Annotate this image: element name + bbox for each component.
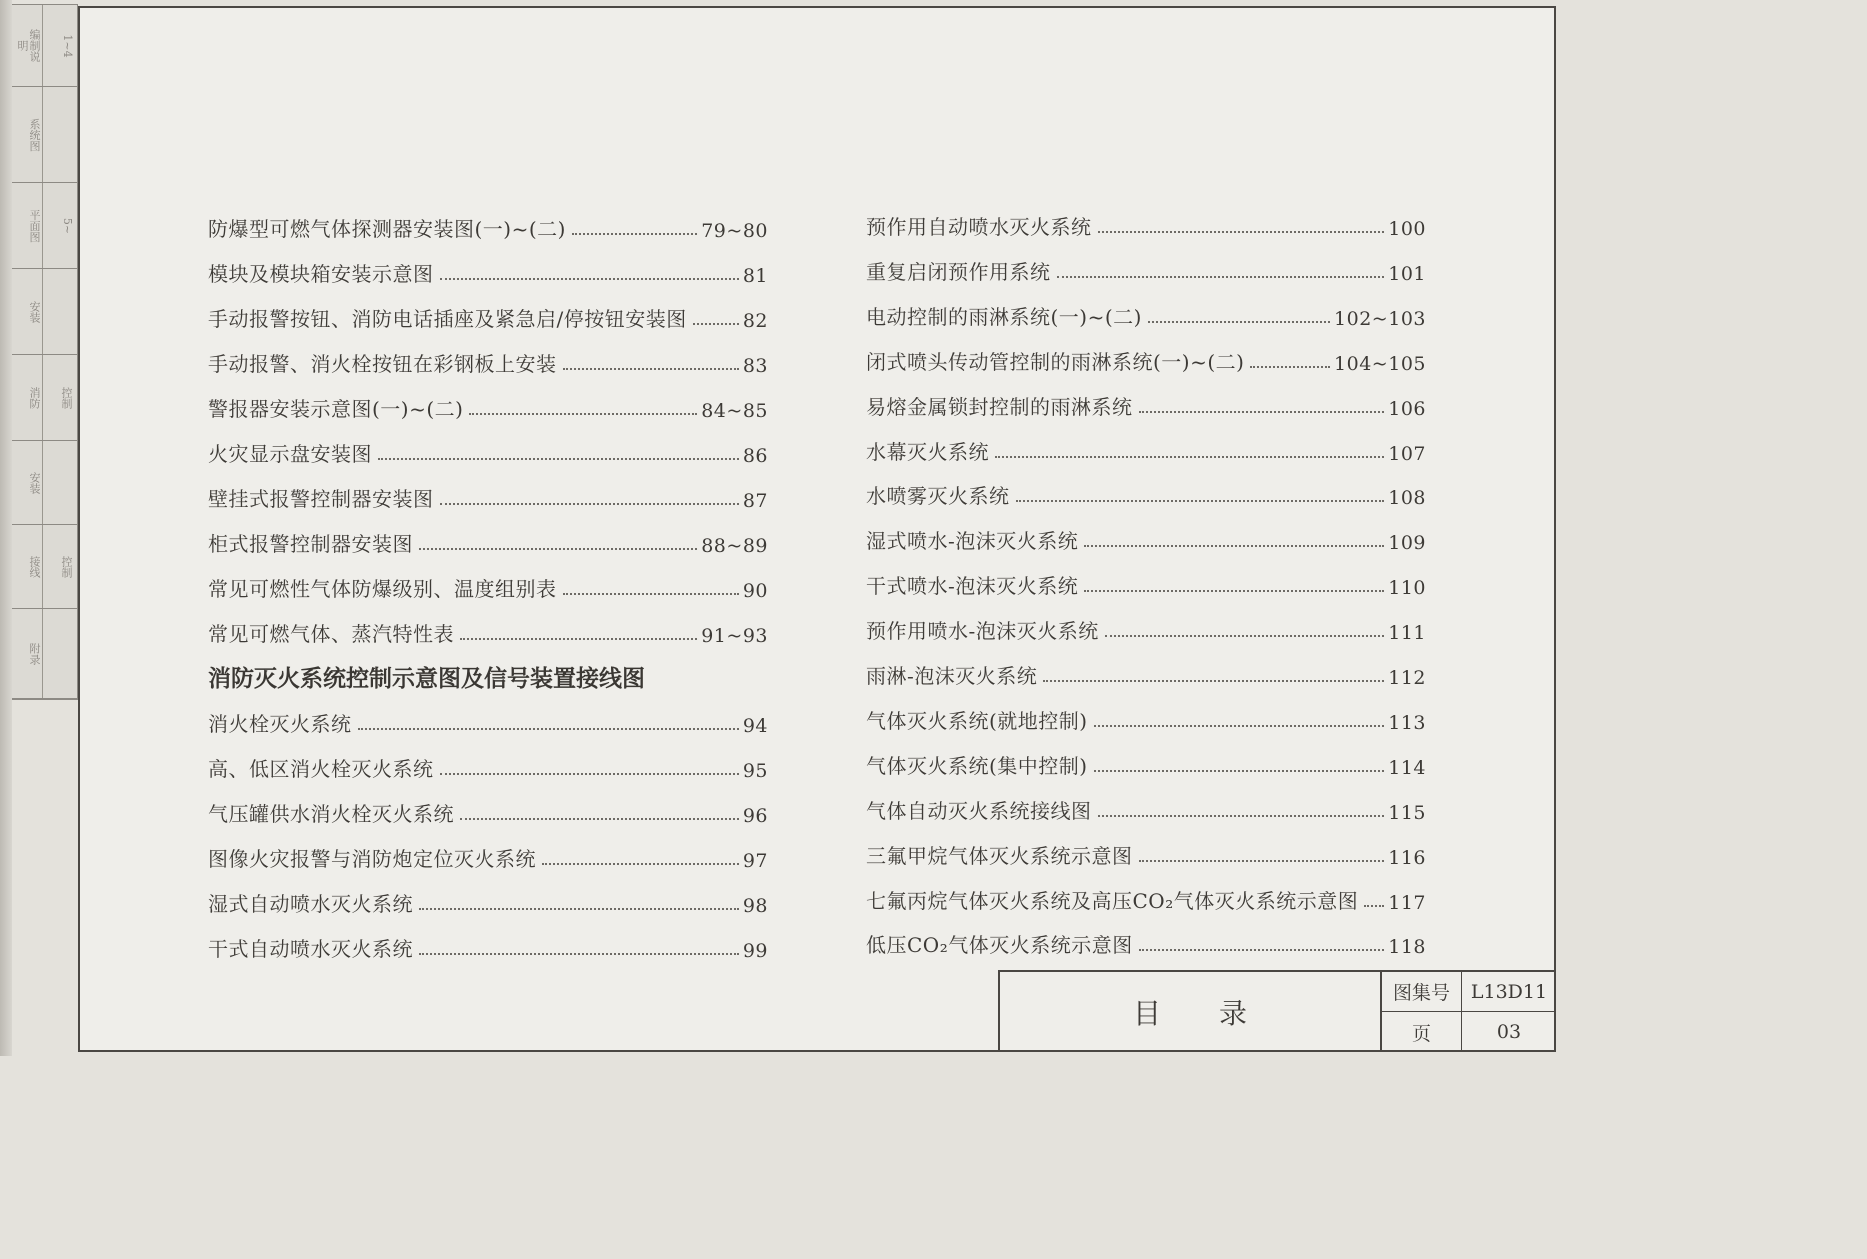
dot-leader <box>1057 276 1385 278</box>
title-block-title: 目录 <box>1000 972 1382 1052</box>
toc-entry-title: 柜式报警控制器安装图 <box>208 532 413 556</box>
toc-entry-title: 手动报警按钮、消防电话插座及紧急启/停按钮安装图 <box>208 307 687 331</box>
dot-leader <box>1364 905 1384 907</box>
toc-entry-title: 易熔金属锁封控制的雨淋系统 <box>866 394 1133 419</box>
drawing-sheet <box>78 6 1556 1052</box>
toc-entry-page: 87 <box>742 490 768 512</box>
toc-entry-page: 102~103 <box>1334 307 1426 330</box>
toc-entry-title: 常见可燃气体、蒸汽特性表 <box>208 622 454 646</box>
dot-leader <box>1084 590 1384 592</box>
toc-entry-page: 107 <box>1388 442 1426 465</box>
side-tab-label: 接线 <box>28 555 41 578</box>
dot-leader <box>1250 366 1330 368</box>
toc-entry-title: 图像火灾报警与消防炮定位灭火系统 <box>208 847 536 871</box>
toc-entry-title: 七氟丙烷气体灭火系统及高压CO₂气体灭火系统示意图 <box>866 888 1359 913</box>
dot-leader <box>1105 635 1384 637</box>
toc-entry-page: 104~105 <box>1334 352 1426 375</box>
toc-entry <box>208 617 768 647</box>
side-tab-label: 消防 <box>28 386 41 409</box>
toc-entry-page: 106 <box>1388 397 1426 420</box>
side-tab-label: 附录 <box>28 642 41 665</box>
toc-entry <box>866 345 1426 375</box>
toc-entry-title: 气体灭火系统(集中控制) <box>866 753 1088 778</box>
page-number-value: 03 <box>1496 1021 1522 1043</box>
dot-leader <box>1098 815 1385 817</box>
toc-entry <box>866 300 1426 330</box>
dot-leader <box>1084 545 1384 547</box>
side-tab-mark: 控制 <box>60 386 73 409</box>
toc-entry <box>866 210 1426 240</box>
dot-leader <box>460 638 697 640</box>
dot-leader <box>460 818 739 820</box>
toc-entry-title: 三氟甲烷气体灭火系统示意图 <box>866 843 1133 868</box>
toc-entry-title: 气体自动灭火系统接线图 <box>866 798 1092 823</box>
toc-entry-title: 干式喷水-泡沫灭火系统 <box>866 574 1079 599</box>
toc-entry-page: 109 <box>1388 532 1426 555</box>
toc-entry-page: 112 <box>1388 667 1426 689</box>
toc-entry-title: 重复启闭预作用系统 <box>866 259 1051 284</box>
toc-entry-page: 95 <box>742 760 768 782</box>
toc-entry-title: 高、低区消火栓灭火系统 <box>208 757 434 781</box>
toc-entry-title: 警报器安装示意图(一)~(二) <box>208 397 464 421</box>
dot-leader <box>419 953 739 955</box>
toc-entry <box>208 797 768 827</box>
dot-leader <box>1098 231 1385 233</box>
dot-leader <box>1094 770 1385 772</box>
dot-leader <box>1148 321 1330 323</box>
toc-entry-page: 82 <box>742 310 768 332</box>
toc-entry-page: 115 <box>1388 801 1426 824</box>
toc-entry <box>208 752 768 782</box>
toc-right-column <box>866 210 1426 970</box>
side-tab <box>12 269 78 355</box>
toc-entry-title: 预作用自动喷水灭火系统 <box>866 215 1092 239</box>
toc-entry <box>866 749 1426 779</box>
toc-entry <box>866 614 1426 644</box>
toc-entry <box>208 212 768 242</box>
toc-entry-title: 预作用喷水-泡沫灭火系统 <box>866 619 1099 644</box>
dot-leader <box>469 413 697 415</box>
toc-entry-page: 101 <box>1388 262 1426 285</box>
dot-leader <box>1139 949 1385 951</box>
toc-entry-title: 常见可燃性气体防爆级别、温度组别表 <box>208 577 557 601</box>
toc-entry-page: 86 <box>742 445 768 467</box>
toc-entry <box>208 842 768 872</box>
side-tab <box>12 441 78 525</box>
side-tab <box>12 525 78 609</box>
toc-entry-title: 模块及模块箱安装示意图 <box>208 262 434 286</box>
toc-entry <box>866 839 1426 869</box>
dot-leader <box>572 233 697 235</box>
dot-leader <box>378 458 739 460</box>
dot-leader <box>1139 411 1385 413</box>
dot-leader <box>358 728 739 730</box>
toc-entry-title: 湿式自动喷水灭火系统 <box>208 892 413 916</box>
toc-entry-title: 防爆型可燃气体探测器安装图(一)~(二) <box>208 217 566 241</box>
toc-entry-title: 电动控制的雨淋系统(一)~(二) <box>866 304 1142 329</box>
side-tab-mark: 5~ <box>61 217 74 234</box>
toc-entry-page: 79~80 <box>701 220 768 242</box>
dot-leader <box>1139 860 1385 862</box>
dot-leader <box>1016 500 1385 502</box>
section-heading: 消防灭火系统控制示意图及信号装置接线图 <box>208 666 645 692</box>
toc-entry-page: 116 <box>1388 846 1426 869</box>
side-tab-label: 平面图 <box>28 209 41 242</box>
toc-entry <box>866 255 1426 285</box>
dot-leader <box>563 593 739 595</box>
toc-entry <box>208 347 768 377</box>
side-tab <box>12 5 78 87</box>
side-tab-strip <box>12 4 78 700</box>
page-label: 页 <box>1382 1012 1462 1052</box>
toc-entry <box>866 390 1426 420</box>
toc-entry <box>208 527 768 557</box>
atlas-number-value: L13D11 <box>1462 972 1556 1012</box>
toc-entry-title: 气压罐供水消火栓灭火系统 <box>208 802 454 826</box>
side-tab-label: 安装 <box>28 471 41 494</box>
side-tab <box>12 609 78 699</box>
toc-entry <box>866 524 1426 554</box>
toc-entry-page: 100 <box>1388 218 1426 240</box>
toc-entry-page: 90 <box>742 580 768 602</box>
toc-entry-page: 83 <box>742 355 768 377</box>
toc-entry-page: 114 <box>1388 756 1426 779</box>
toc-entry-title: 手动报警、消火栓按钮在彩钢板上安装 <box>208 352 557 376</box>
dot-leader <box>542 863 739 865</box>
toc-entry <box>866 884 1426 914</box>
toc-entry-page: 99 <box>742 940 768 962</box>
toc-entry <box>208 392 768 422</box>
side-tab <box>12 355 78 441</box>
toc-entry <box>208 257 768 287</box>
toc-entry <box>208 302 768 332</box>
side-tab-label: 编制说明 <box>16 29 41 62</box>
toc-entry-title: 水幕灭火系统 <box>866 439 989 464</box>
atlas-number-label: 图集号 <box>1382 972 1462 1012</box>
toc-entry-title: 低压CO₂气体灭火系统示意图 <box>866 933 1133 958</box>
toc-entry <box>208 887 768 917</box>
side-tab-mark: 控制 <box>60 555 73 578</box>
toc-entry <box>208 482 768 512</box>
toc-entry-title: 闭式喷头传动管控制的雨淋系统(一)~(二) <box>866 349 1245 374</box>
toc-entry-page: 110 <box>1388 577 1426 600</box>
toc-entry <box>866 704 1426 734</box>
toc-entry-page: 88~89 <box>701 535 768 557</box>
toc-entry <box>208 932 768 962</box>
side-tab-label: 系统图 <box>28 118 41 151</box>
toc-entry-page: 117 <box>1388 891 1426 914</box>
side-tab-label: 安装 <box>28 300 41 323</box>
toc-entry-title: 火灾显示盘安装图 <box>208 442 372 466</box>
toc-entry-page: 108 <box>1388 487 1426 510</box>
toc-entry-page: 94 <box>742 715 768 737</box>
dot-leader <box>419 548 697 550</box>
toc-entry <box>866 569 1426 599</box>
dot-leader <box>693 323 739 325</box>
toc-entry-page: 111 <box>1388 622 1426 645</box>
toc-entry <box>866 794 1426 824</box>
toc-entry-title: 雨淋-泡沫灭火系统 <box>866 664 1038 688</box>
side-tab-mark: 1~4 <box>61 33 74 58</box>
toc-entry-page: 84~85 <box>701 400 768 422</box>
toc-entry-title: 壁挂式报警控制器安装图 <box>208 487 434 511</box>
toc-entry-page: 96 <box>742 805 768 827</box>
toc-entry-title: 消火栓灭火系统 <box>208 712 352 736</box>
toc-entry-page: 98 <box>742 895 768 917</box>
dot-leader <box>419 908 739 910</box>
toc-entry <box>866 479 1426 509</box>
toc-entry <box>208 437 768 467</box>
toc-entry <box>208 572 768 602</box>
toc-entry-title: 气体灭火系统(就地控制) <box>866 708 1088 733</box>
toc-entry-page: 81 <box>742 265 768 287</box>
dot-leader <box>440 278 739 280</box>
toc-entry-title: 湿式喷水-泡沫灭火系统 <box>866 529 1079 554</box>
toc-entry <box>866 659 1426 689</box>
toc-entry <box>208 707 768 737</box>
dot-leader <box>440 503 739 505</box>
side-tab <box>12 87 78 183</box>
toc-entry-page: 91~93 <box>701 625 768 647</box>
binding-margin <box>0 0 12 1056</box>
side-tab <box>12 183 78 269</box>
toc-entry-page: 118 <box>1388 936 1426 959</box>
dot-leader <box>1094 725 1385 727</box>
toc-entry <box>866 928 1426 958</box>
dot-leader <box>1043 680 1384 682</box>
toc-left-column <box>208 212 768 972</box>
dot-leader <box>563 368 739 370</box>
toc-entry <box>866 435 1426 465</box>
dot-leader <box>440 773 739 775</box>
toc-entry-page: 113 <box>1388 711 1426 734</box>
dot-leader <box>995 456 1384 458</box>
toc-entry-title: 水喷雾灭火系统 <box>866 484 1010 509</box>
toc-entry-page: 97 <box>742 850 768 872</box>
toc-entry-title: 干式自动喷水灭火系统 <box>208 937 413 961</box>
title-block <box>998 970 1556 1052</box>
